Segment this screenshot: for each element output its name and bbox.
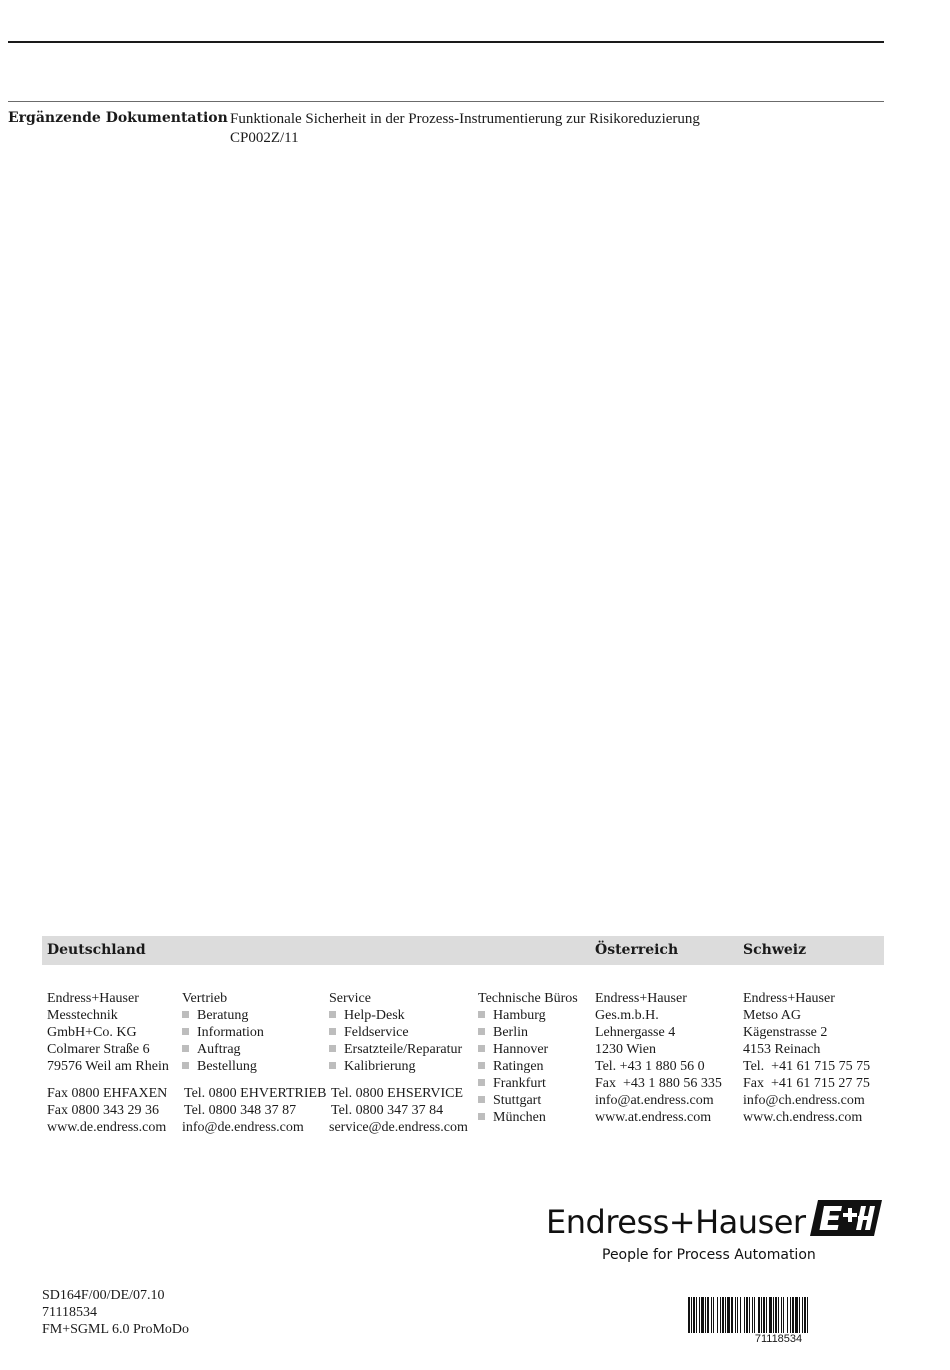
bullet-icon [478,1079,485,1086]
fax-line: Fax +43 1 880 56 335 [595,1076,722,1091]
phone-line: Tel. +43 1 880 56 0 [595,1059,705,1074]
bueros-column [478,990,578,1126]
bullet-icon [182,1011,189,1018]
website-link[interactable]: www.de.endress.com [47,1120,167,1135]
bullet-icon [182,1045,189,1052]
de-address-column [47,990,169,1136]
bullet-icon [478,1096,485,1103]
list-item: Stuttgart [478,1092,578,1109]
phone-line: Tel. +41 61 715 75 75 [743,1059,871,1074]
address-line: 79576 Weil am Rhein [47,1059,169,1074]
address-line: Endress+Hauser [47,991,139,1006]
bullet-icon [478,1028,485,1035]
bullet-icon [478,1045,485,1052]
list-item: Beratung [182,1007,326,1024]
supplement-line: Funktionale Sicherheit in der Prozess-Instrumentierung zur Risikoreduzierung [230,111,700,127]
fax-line: Fax +41 61 715 27 75 [743,1076,870,1091]
address-line: Metso AG [743,1008,801,1023]
address-line: 4153 Reinach [743,1042,821,1057]
email-link[interactable]: info@at.endress.com [595,1093,714,1108]
doc-code-line: 71118534 [42,1305,97,1320]
email-link[interactable]: info@de.endress.com [182,1120,304,1135]
country-austria: Österreich [595,942,679,958]
fax-line: Fax 0800 343 29 36 [47,1103,159,1118]
list-item: München [478,1109,578,1126]
austria-column [595,990,722,1126]
address-line: Ges.m.b.H. [595,1008,659,1023]
barcode-icon [688,1297,869,1333]
supplement-line: CP002Z/11 [230,130,299,146]
service-column [329,990,468,1136]
top-rule [8,41,884,43]
list-item: Bestellung [182,1058,326,1075]
phone-line: Tel. 0800 EHSERVICE [331,1086,464,1101]
email-link[interactable]: info@ch.endress.com [743,1093,865,1108]
bullet-icon [478,1011,485,1018]
phone-line: Tel. 0800 348 37 87 [184,1103,297,1118]
bullet-icon [329,1045,336,1052]
supplement-text [230,110,700,148]
list-item: Frankfurt [478,1075,578,1092]
list-item: Feldservice [329,1024,468,1041]
section-rule [8,101,884,102]
list-item: Kalibrierung [329,1058,468,1075]
address-line: GmbH+Co. KG [47,1025,137,1040]
phone-line: Tel. 0800 EHVERTRIEB [184,1086,327,1101]
fax-line: Fax 0800 EHFAXEN [47,1086,168,1101]
list-item: Hamburg [478,1007,578,1024]
list-item: Berlin [478,1024,578,1041]
address-line: 1230 Wien [595,1042,657,1057]
column-title: Service [329,991,371,1006]
document-codes [42,1287,189,1338]
column-title: Technische Büros [478,991,578,1006]
barcode-number: 71118534 [754,1333,803,1345]
switzerland-column [743,990,870,1126]
address-line: Kägenstrasse 2 [743,1025,828,1040]
address-line: Colmarer Straße 6 [47,1042,150,1057]
bullet-icon [182,1062,189,1069]
list-item: Auftrag [182,1041,326,1058]
doc-code-line: FM+SGML 6.0 ProMoDo [42,1322,190,1337]
list-item: Ratingen [478,1058,578,1075]
address-line: Endress+Hauser [743,991,835,1006]
list-item: Ersatzteile/Reparatur [329,1041,468,1058]
website-link[interactable]: www.ch.endress.com [743,1110,863,1125]
list-item: Information [182,1024,326,1041]
bullet-icon [329,1062,336,1069]
column-title: Vertrieb [182,991,228,1006]
country-switzerland: Schweiz [743,942,807,958]
address-line: Lehnergasse 4 [595,1025,676,1040]
endress-hauser-logo-icon [810,1200,882,1236]
vertrieb-column [182,990,326,1136]
website-link[interactable]: www.at.endress.com [595,1110,712,1125]
doc-code-line: SD164F/00/DE/07.10 [42,1288,165,1303]
bullet-icon [478,1062,485,1069]
email-link[interactable]: service@de.endress.com [329,1120,468,1135]
bullet-icon [182,1028,189,1035]
brand-tagline: People for Process Automation [602,1247,816,1263]
bullet-icon [329,1011,336,1018]
address-line: Endress+Hauser [595,991,687,1006]
list-item: Hannover [478,1041,578,1058]
bullet-icon [478,1113,485,1120]
supplement-label: Ergänzende Dokumentation [8,110,228,126]
phone-line: Tel. 0800 347 37 84 [331,1103,444,1118]
list-item: Help-Desk [329,1007,468,1024]
country-germany: Deutschland [47,942,146,958]
bullet-icon [329,1028,336,1035]
address-line: Messtechnik [47,1008,118,1023]
brand-name: Endress+Hauser [546,1203,806,1241]
